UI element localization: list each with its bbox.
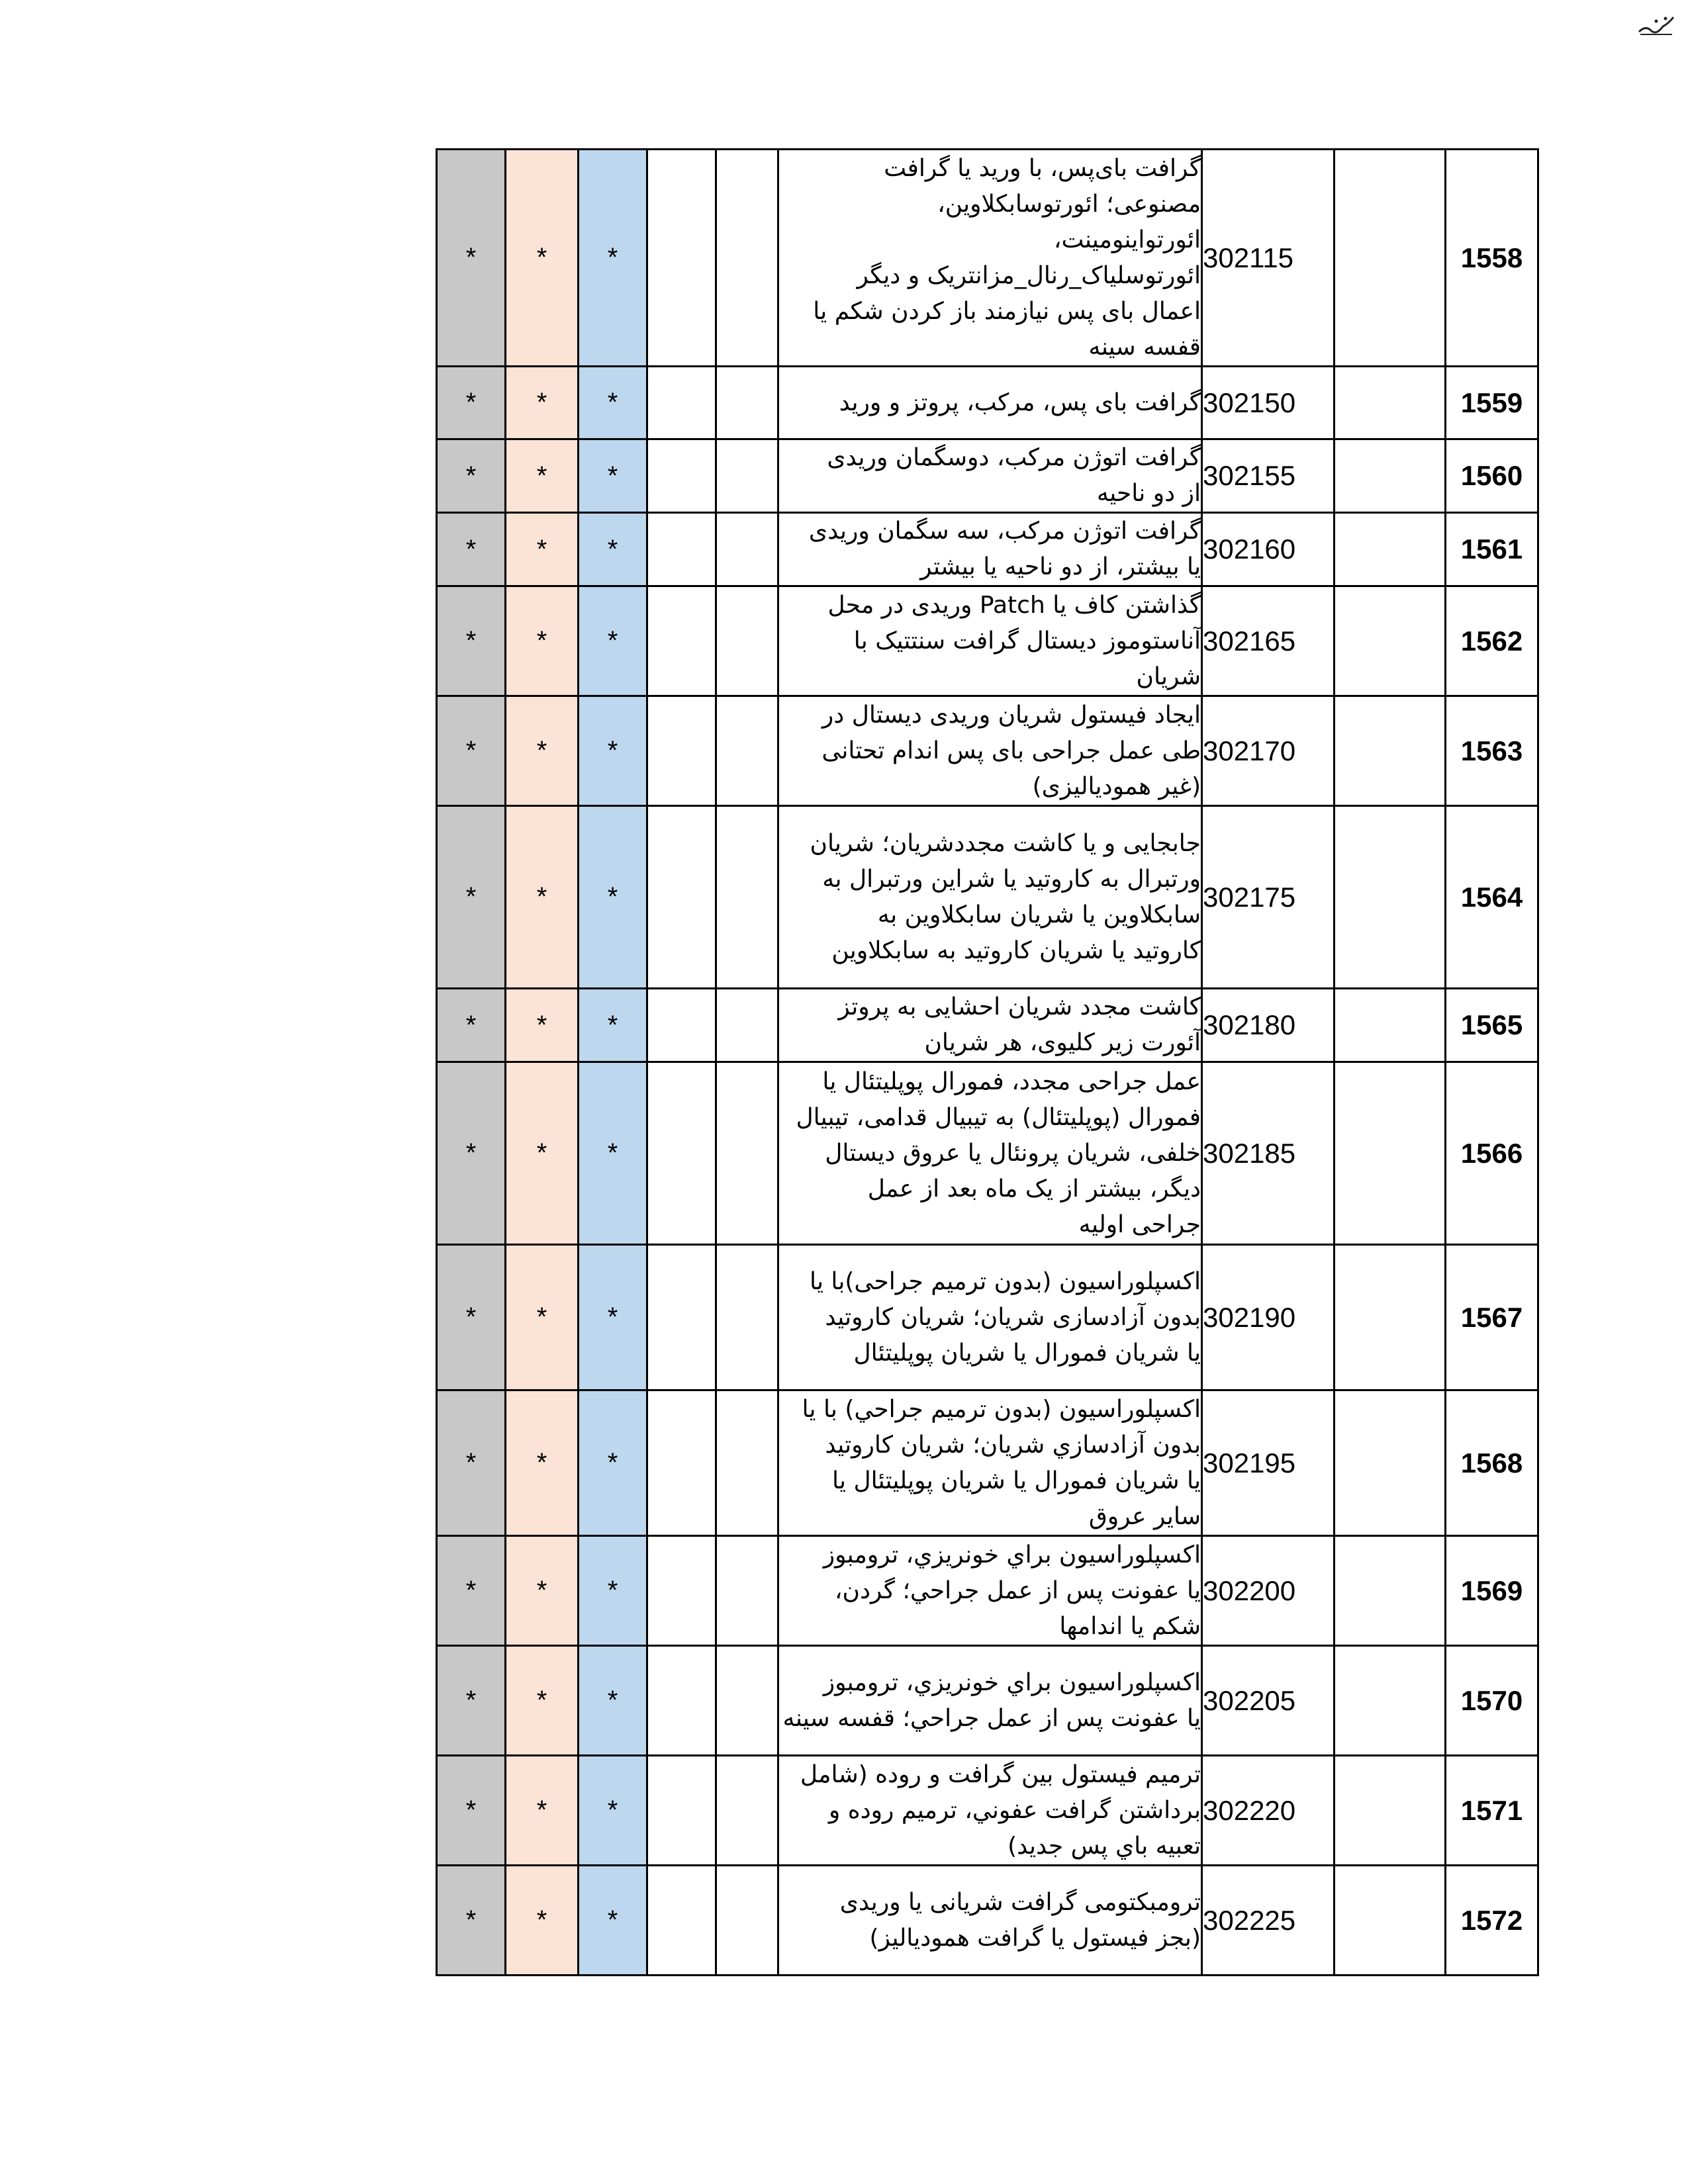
service-description: عمل جراحی مجدد، فمورال پوپلیتئال یا فمورال (پوپلیتئال) به تیبیال قدامی، تیبیال خلفی، شریان پرونئال یا عروق دیستال دیگر، بیشتر از یک ماه بعد از عمل جراحی اولیه bbox=[778, 1062, 1202, 1245]
empty-cell bbox=[647, 1536, 716, 1646]
star-mark-gray: * bbox=[437, 1245, 506, 1390]
service-code: 302165 bbox=[1202, 586, 1335, 696]
empty-cell bbox=[647, 586, 716, 696]
star-mark-blue: * bbox=[579, 513, 647, 586]
star-mark-peach: * bbox=[506, 367, 579, 439]
empty-cell bbox=[1335, 439, 1446, 513]
empty-cell bbox=[647, 367, 716, 439]
empty-cell bbox=[1335, 1866, 1446, 1976]
star-mark-gray: * bbox=[437, 1062, 506, 1245]
star-mark-peach: * bbox=[506, 439, 579, 513]
table-row bbox=[437, 1756, 1538, 1866]
service-code: 302205 bbox=[1202, 1646, 1335, 1756]
table-row bbox=[437, 439, 1538, 513]
empty-cell bbox=[647, 806, 716, 989]
star-mark-blue: * bbox=[579, 1062, 647, 1245]
star-mark-blue: * bbox=[579, 439, 647, 513]
empty-cell bbox=[1335, 1536, 1446, 1646]
star-mark-peach: * bbox=[506, 1536, 579, 1646]
service-description: گرافت بای‌پس، با ورید یا گرافت مصنوعی؛ ائورتوسابکلاوین، ائورتواینومینت، ائورتوسلیاک_رنال_مزانتریک و دیگر اعمال بای پس نیازمند باز کردن شکم یا قفسه سینه bbox=[778, 150, 1202, 367]
empty-cell bbox=[716, 1866, 778, 1976]
service-description: ایجاد فیستول شریان وریدی دیستال در طی عمل جراحی بای پس اندام تحتانی (غیر همودیالیزی) bbox=[778, 696, 1202, 806]
star-mark-peach: * bbox=[506, 1245, 579, 1390]
service-description: ترومبکتومی گرافت شریانی یا وریدی (بجز فیستول یا گرافت همودیالیز) bbox=[778, 1866, 1202, 1976]
table-row bbox=[437, 1062, 1538, 1245]
star-mark-gray: * bbox=[437, 439, 506, 513]
service-code: 302160 bbox=[1202, 513, 1335, 586]
empty-cell bbox=[716, 1390, 778, 1536]
empty-cell bbox=[647, 1062, 716, 1245]
row-number: 1561 bbox=[1446, 513, 1538, 586]
row-number: 1567 bbox=[1446, 1245, 1538, 1390]
row-number: 1571 bbox=[1446, 1756, 1538, 1866]
service-code: 302185 bbox=[1202, 1062, 1335, 1245]
row-number: 1568 bbox=[1446, 1390, 1538, 1536]
service-code: 302180 bbox=[1202, 989, 1335, 1062]
table-row bbox=[437, 1536, 1538, 1646]
row-number: 1558 bbox=[1446, 150, 1538, 367]
service-code: 302220 bbox=[1202, 1756, 1335, 1866]
star-mark-blue: * bbox=[579, 150, 647, 367]
empty-cell bbox=[647, 439, 716, 513]
table-row bbox=[437, 1646, 1538, 1756]
empty-cell bbox=[716, 1245, 778, 1390]
star-mark-blue: * bbox=[579, 1756, 647, 1866]
row-number: 1562 bbox=[1446, 586, 1538, 696]
star-mark-gray: * bbox=[437, 989, 506, 1062]
site-logo-icon bbox=[1636, 12, 1676, 38]
star-mark-blue: * bbox=[579, 806, 647, 989]
star-mark-gray: * bbox=[437, 696, 506, 806]
star-mark-gray: * bbox=[437, 1646, 506, 1756]
row-number: 1559 bbox=[1446, 367, 1538, 439]
service-description: جابجایی و یا کاشت مجددشریان؛ شریان ورتبرال به کاروتید یا شراین ورتبرال به سابکلاوین یا شریان سابکلاوین به کاروتید یا شریان کاروتید به سابکلاوین bbox=[778, 806, 1202, 989]
empty-cell bbox=[716, 513, 778, 586]
star-mark-peach: * bbox=[506, 1062, 579, 1245]
empty-cell bbox=[1335, 1245, 1446, 1390]
service-code: 302190 bbox=[1202, 1245, 1335, 1390]
service-description: گرافت بای پس، مرکب، پروتز و ورید bbox=[778, 367, 1202, 439]
row-number: 1570 bbox=[1446, 1646, 1538, 1756]
star-mark-peach: * bbox=[506, 989, 579, 1062]
empty-cell bbox=[716, 439, 778, 513]
empty-cell bbox=[716, 696, 778, 806]
row-number: 1560 bbox=[1446, 439, 1538, 513]
row-number: 1563 bbox=[1446, 696, 1538, 806]
star-mark-blue: * bbox=[579, 1390, 647, 1536]
service-code: 302195 bbox=[1202, 1390, 1335, 1536]
empty-cell bbox=[1335, 1756, 1446, 1866]
table-row bbox=[437, 586, 1538, 696]
service-description: کاشت مجدد شریان احشایی به پروتز آئورت زیر کلیوی، هر شریان bbox=[778, 989, 1202, 1062]
empty-cell bbox=[647, 989, 716, 1062]
service-description: اکسپلوراسیون براي خونریزي، ترومبوز یا عفونت پس از عمل جراحي؛ گردن، شکم یا اندامها bbox=[778, 1536, 1202, 1646]
table-row bbox=[437, 367, 1538, 439]
star-mark-blue: * bbox=[579, 586, 647, 696]
star-mark-blue: * bbox=[579, 1536, 647, 1646]
empty-cell bbox=[716, 1756, 778, 1866]
empty-cell bbox=[716, 806, 778, 989]
empty-cell bbox=[1335, 586, 1446, 696]
empty-cell bbox=[647, 696, 716, 806]
star-mark-gray: * bbox=[437, 1536, 506, 1646]
service-code: 302155 bbox=[1202, 439, 1335, 513]
service-description: گرافت اتوژن مرکب، سه سگمان وریدی یا بیشتر، از دو ناحیه یا بیشتر bbox=[778, 513, 1202, 586]
tariff-table bbox=[436, 148, 1539, 1976]
star-mark-blue: * bbox=[579, 367, 647, 439]
star-mark-blue: * bbox=[579, 696, 647, 806]
empty-cell bbox=[716, 1062, 778, 1245]
empty-cell bbox=[1335, 513, 1446, 586]
star-mark-gray: * bbox=[437, 1390, 506, 1536]
service-code: 302150 bbox=[1202, 367, 1335, 439]
empty-cell bbox=[716, 150, 778, 367]
star-mark-peach: * bbox=[506, 150, 579, 367]
star-mark-gray: * bbox=[437, 367, 506, 439]
empty-cell bbox=[1335, 367, 1446, 439]
service-description: اکسپلوراسیون (بدون ترمیم جراحي) با یا بدون آزادسازي شریان؛ شریان کاروتید یا شریان فمورال یا شریان پوپلیتئال یا سایر عروق bbox=[778, 1390, 1202, 1536]
service-description: ترمیم فیستول بین گرافت و روده (شامل برداشتن گرافت عفوني، ترمیم روده و تعبیه باي پس جدید) bbox=[778, 1756, 1202, 1866]
service-code: 302115 bbox=[1202, 150, 1335, 367]
service-description: گرافت اتوژن مرکب، دوسگمان وریدی از دو ناحیه bbox=[778, 439, 1202, 513]
star-mark-blue: * bbox=[579, 989, 647, 1062]
empty-cell bbox=[716, 1646, 778, 1756]
empty-cell bbox=[1335, 150, 1446, 367]
star-mark-blue: * bbox=[579, 1646, 647, 1756]
star-mark-gray: * bbox=[437, 1866, 506, 1976]
service-code: 302170 bbox=[1202, 696, 1335, 806]
star-mark-peach: * bbox=[506, 1866, 579, 1976]
table-row bbox=[437, 806, 1538, 989]
star-mark-peach: * bbox=[506, 1756, 579, 1866]
table-row bbox=[437, 150, 1538, 367]
table-row bbox=[437, 1866, 1538, 1976]
service-code: 302175 bbox=[1202, 806, 1335, 989]
empty-cell bbox=[716, 586, 778, 696]
empty-cell bbox=[716, 1536, 778, 1646]
star-mark-gray: * bbox=[437, 513, 506, 586]
star-mark-peach: * bbox=[506, 1646, 579, 1756]
service-description: گذاشتن کاف یا Patch وریدی در محل آناستوموز دیستال گرافت سنتتیک با شریان bbox=[778, 586, 1202, 696]
star-mark-gray: * bbox=[437, 586, 506, 696]
empty-cell bbox=[647, 1390, 716, 1536]
star-mark-gray: * bbox=[437, 806, 506, 989]
star-mark-peach: * bbox=[506, 513, 579, 586]
table-row bbox=[437, 989, 1538, 1062]
star-mark-gray: * bbox=[437, 1756, 506, 1866]
service-description: اکسپلوراسیون (بدون ترمیم جراحی)با یا بدون آزادسازی شریان؛ شریان کاروتید یا شریان فمورال یا شریان پوپلیتئال bbox=[778, 1245, 1202, 1390]
star-mark-peach: * bbox=[506, 1390, 579, 1536]
empty-cell bbox=[1335, 1062, 1446, 1245]
empty-cell bbox=[1335, 1390, 1446, 1536]
empty-cell bbox=[647, 513, 716, 586]
row-number: 1565 bbox=[1446, 989, 1538, 1062]
empty-cell bbox=[1335, 806, 1446, 989]
empty-cell bbox=[647, 1866, 716, 1976]
service-code: 302225 bbox=[1202, 1866, 1335, 1976]
table-row bbox=[437, 1245, 1538, 1390]
service-description: اکسپلوراسیون براي خونریزي، ترومبوز یا عفونت پس از عمل جراحي؛ قفسه سینه bbox=[778, 1646, 1202, 1756]
table-row bbox=[437, 513, 1538, 586]
empty-cell bbox=[647, 1646, 716, 1756]
empty-cell bbox=[716, 367, 778, 439]
empty-cell bbox=[647, 150, 716, 367]
empty-cell bbox=[1335, 1646, 1446, 1756]
row-number: 1569 bbox=[1446, 1536, 1538, 1646]
star-mark-peach: * bbox=[506, 806, 579, 989]
empty-cell bbox=[716, 989, 778, 1062]
row-number: 1566 bbox=[1446, 1062, 1538, 1245]
star-mark-blue: * bbox=[579, 1245, 647, 1390]
star-mark-blue: * bbox=[579, 1866, 647, 1976]
empty-cell bbox=[647, 1245, 716, 1390]
table-row bbox=[437, 1390, 1538, 1536]
row-number: 1572 bbox=[1446, 1866, 1538, 1976]
empty-cell bbox=[1335, 989, 1446, 1062]
table-row bbox=[437, 696, 1538, 806]
star-mark-peach: * bbox=[506, 696, 579, 806]
empty-cell bbox=[1335, 696, 1446, 806]
star-mark-gray: * bbox=[437, 150, 506, 367]
star-mark-peach: * bbox=[506, 586, 579, 696]
empty-cell bbox=[647, 1756, 716, 1866]
service-code: 302200 bbox=[1202, 1536, 1335, 1646]
row-number: 1564 bbox=[1446, 806, 1538, 989]
